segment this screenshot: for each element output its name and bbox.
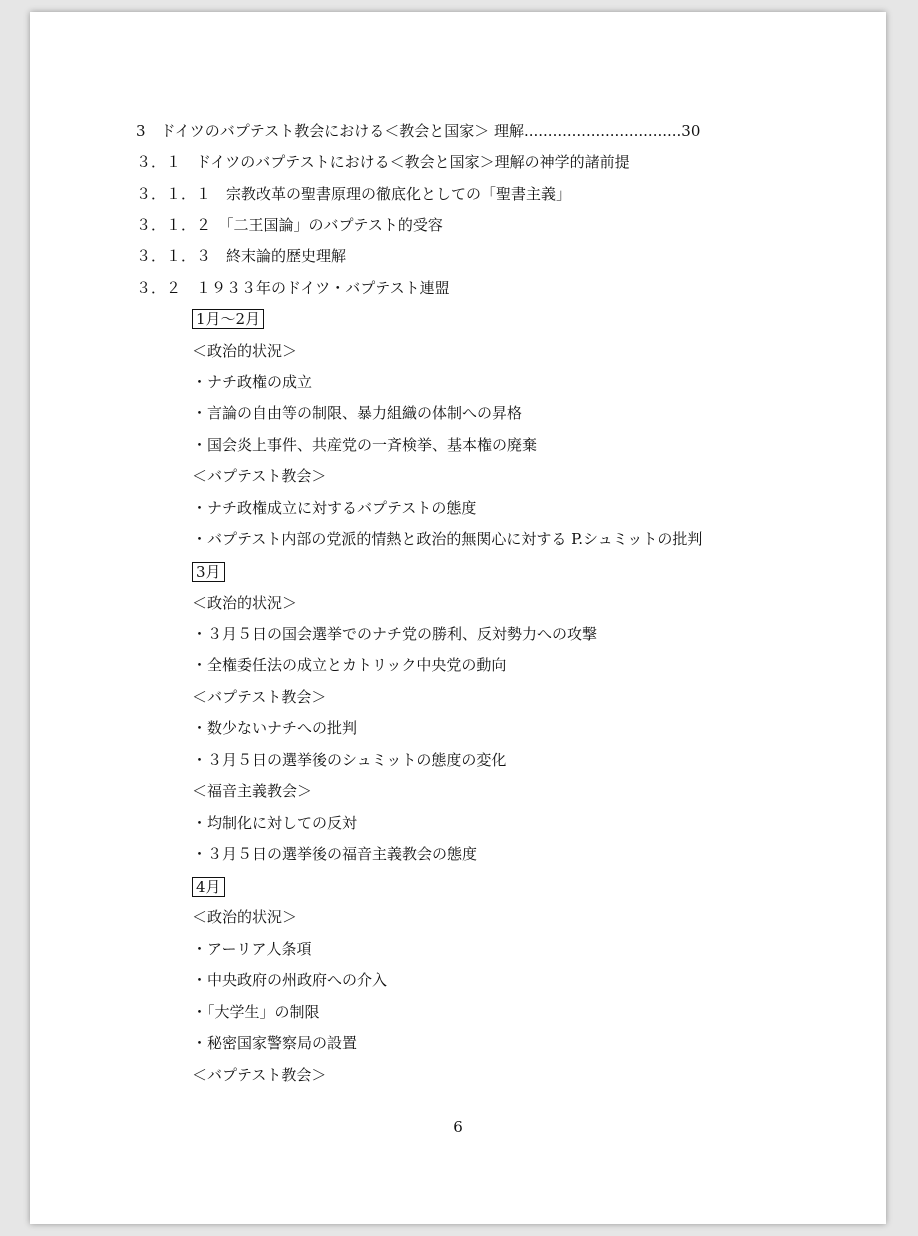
toc-entry-3-1-1: ３．１．１ 宗教改革の聖書原理の徹底化としての「聖書主義」: [136, 185, 572, 203]
period-heading-march: 3月: [192, 562, 225, 582]
list-item: ・３月５日の選挙後の福音主義教会の態度: [192, 845, 478, 863]
list-item: ・秘密国家警察局の設置: [192, 1034, 358, 1052]
page-number: 6: [453, 1118, 463, 1136]
political-situation-label: ＜政治的状況＞: [192, 908, 298, 926]
period-heading-jan-feb: 1月～2月: [192, 309, 264, 329]
list-item: ・「大学生」の制限: [192, 1003, 320, 1021]
baptist-church-label: ＜バプテスト教会＞: [192, 1066, 327, 1084]
toc-entry-3: 3 ドイツのバプテスト教会における＜教会と国家＞ 理解.................................30: [136, 122, 701, 140]
baptist-church-label: ＜バプテスト教会＞: [192, 688, 327, 706]
toc-entry-3-1-2: ３．１．２ 「二王国論」のバプテスト的受容: [136, 216, 443, 234]
list-item: ・３月５日の国会選挙でのナチ党の勝利、反対勢力への攻撃: [192, 625, 598, 643]
list-item: ・３月５日の選挙後のシュミットの態度の変化: [192, 751, 507, 769]
toc-entry-3-2: ３．２ １９３３年のドイツ・バプテスト連盟: [136, 279, 450, 297]
list-item: ・バプテスト内部の党派的情熱と政治的無関心に対する P.シュミットの批判: [192, 530, 703, 548]
toc-entry-3-1: ３．１ ドイツのバプテストにおける＜教会と国家＞理解の神学的諸前提: [136, 153, 630, 171]
evangelical-church-label: ＜福音主義教会＞: [192, 782, 313, 800]
list-item: ・ナチ政権の成立: [192, 373, 313, 391]
list-item: ・全権委任法の成立とカトリック中央党の動向: [192, 656, 507, 674]
list-item: ・均制化に対しての反対: [192, 814, 358, 832]
period-heading-april: 4月: [192, 877, 225, 897]
list-item: ・数少ないナチへの批判: [192, 719, 358, 737]
list-item: ・ナチ政権成立に対するバプテストの態度: [192, 499, 477, 517]
list-item: ・言論の自由等の制限、暴力組織の体制への昇格: [192, 404, 523, 422]
document-page: [30, 12, 886, 1224]
political-situation-label: ＜政治的状況＞: [192, 594, 298, 612]
political-situation-label: ＜政治的状況＞: [192, 342, 298, 360]
toc-entry-3-1-3: ３．１．３ 終末論的歴史理解: [136, 247, 347, 265]
baptist-church-label: ＜バプテスト教会＞: [192, 467, 327, 485]
list-item: ・アーリア人条項: [192, 940, 312, 958]
list-item: ・国会炎上事件、共産党の一斉検挙、基本権の廃棄: [192, 436, 538, 454]
list-item: ・中央政府の州政府への介入: [192, 971, 388, 989]
